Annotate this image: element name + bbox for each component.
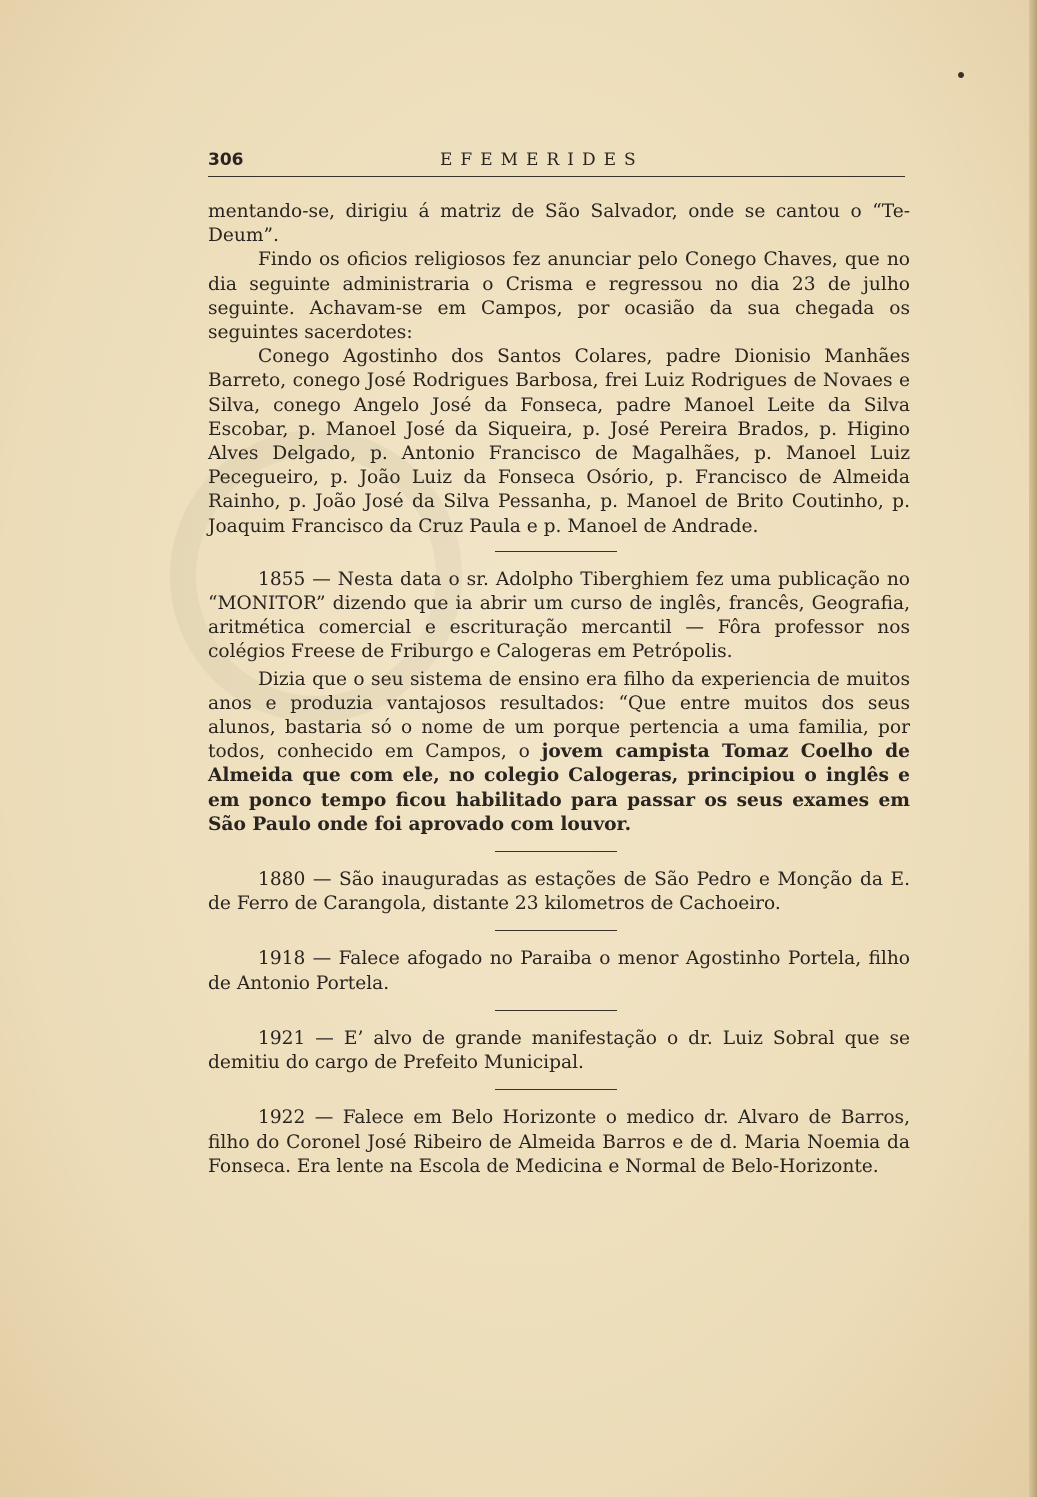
- paragraph: [208, 668, 910, 837]
- page-header: [208, 150, 905, 177]
- divider: [495, 1010, 617, 1011]
- entry-1880: 1880 — São inauguradas as estações de São Pedro e Monção da E. de Ferro de Carangola, distante 23 kilometros de Cachoeiro.: [208, 869, 910, 915]
- divider: [495, 1089, 617, 1090]
- paragraph: mentando-se, dirigiu á matriz de São Salvador, onde se cantou o “Te-Deum”.: [208, 201, 910, 247]
- entry-1922: 1922 — Falece em Belo Horizonte o medico dr. Alvaro de Barros, filho do Coronel José Ribeiro de Almeida Barros e de d. Maria Noemia da Fonseca. Era lente na Escola de Medicina e Normal de Belo-Horizonte.: [208, 1107, 910, 1177]
- page-number: 306: [208, 150, 244, 170]
- divider: [495, 930, 617, 931]
- running-head: EFEMERIDES: [440, 150, 644, 170]
- divider: [495, 551, 617, 552]
- paragraph-bold-text: jovem campista Tomaz Coelho de Almeida que com ele, no colegio Calogeras, principiou o inglês e em ponco tempo ficou habilitado para passar os seus exames em São Paulo onde foi aprovado com louvor.: [208, 741, 910, 835]
- page-edge: [1029, 0, 1037, 1497]
- entry-1921: 1921 — E’ alvo de grande manifestação o dr. Luiz Sobral que se demitiu do cargo de Prefeito Municipal.: [208, 1027, 910, 1074]
- page-body: [208, 200, 910, 1179]
- divider: [495, 851, 617, 852]
- paragraph: Findo os oficios religiosos fez anunciar pelo Conego Chaves, que no dia seguinte administraria o Crisma e regressou no dia 23 de julho seguinte. Achavam-se em Campos, por ocasião da sua chegada os seguintes sacerdotes:: [208, 249, 910, 344]
- ink-spot: [958, 72, 964, 78]
- paragraph-text: Dizia que o seu sistema de ensino era filho da experiencia de muitos anos e produzia vantajosos resultados: “Que entre muitos dos seus alunos, bastaria só o nome de um porque pertencia a uma familia, por todos, conhecido em Campos, o: [208, 668, 910, 763]
- paragraph: Conego Agostinho dos Santos Colares, padre Dionisio Manhães Barreto, conego José Rodrigues Barbosa, frei Luiz Rodrigues de Novaes e Silva, conego Angelo José da Fonseca, padre Manoel Leite da Silva Escobar, p. Manoel José da Siqueira, p. José Pereira Brados, p. Higino Alves Delgado, p. Antonio Francisco de Magalhães, p. Manoel Luiz Pecegueiro, p. João Luiz da Fonseca Osório, p. Francisco de Almeida Rainho, p. João José da Silva Pessanha, p. Manoel de Brito Coutinho, p. Joaquim Francisco da Cruz Paula e p. Manoel de Andrade.: [208, 346, 910, 537]
- entry-1855: 1855 — Nesta data o sr. Adolpho Tiberghiem fez uma publicação no “MONITOR” dizendo que ia abrir um curso de inglês, francês, Geografia, aritmética comercial e escrituração mercantil — Fôra professor nos colégios Freese de Friburgo e Calogeras em Petrópolis.: [208, 568, 910, 663]
- entry-1918: 1918 — Falece afogado no Paraiba o menor Agostinho Portela, filho de Antonio Portela.: [208, 948, 910, 994]
